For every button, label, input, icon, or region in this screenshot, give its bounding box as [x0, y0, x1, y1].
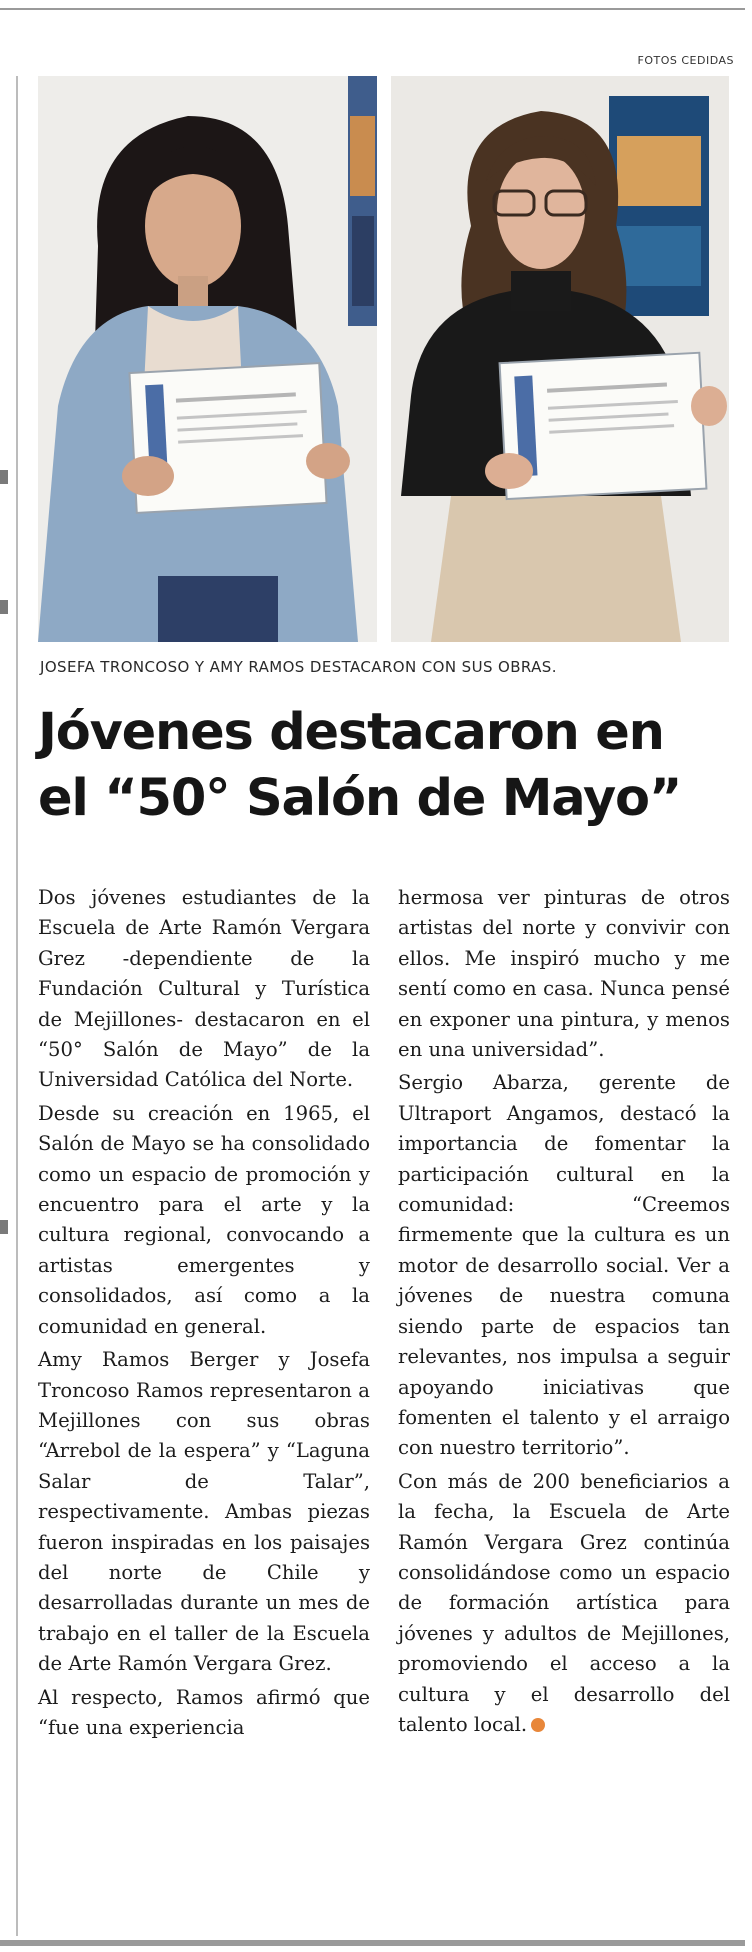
article-paragraph: Sergio Abarza, gerente de Ultraport Angamos, destacó la importancia de fomentar la participación cultural en la comunidad: “Creemos firmemente que la cultura es un motor de desarrollo social. Ver a jóvenes de nuestra comuna siendo parte de espacios tan relevantes, nos impulsa a seguir apoyando iniciativas que fomenten el talento y el arraigo con nuestro territorio”. — [398, 1071, 730, 1460]
left-edge-mark — [0, 1220, 8, 1234]
article-column-right — [398, 883, 730, 1743]
top-rule — [0, 8, 745, 10]
photo-illustration — [391, 76, 729, 642]
left-column-rule — [16, 76, 18, 1936]
headline — [38, 700, 738, 832]
article-paragraph: Al respecto, Ramos afirmó que “fue una experiencia — [38, 1685, 370, 1739]
final-paragraph-text: Con más de 200 beneficiarios a la fecha, la Escuela de Arte Ramón Vergara Grez continúa consolidándose como un espacio de formación artística para jóvenes y adultos de Mejillones, promoviendo el acceso a la cultura y el desarrollo del talento local. — [398, 1469, 730, 1736]
left-edge-mark — [0, 470, 8, 484]
headline-line-1: Jóvenes destacaron en — [38, 703, 664, 762]
article-paragraph: Amy Ramos Berger y Josefa Troncoso Ramos representaron a Mejillones con sus obras “Arrebol de la espera” y “Laguna Salar de Talar”, respectivamente. Ambas piezas fueron inspiradas en los paisajes del norte de Chile y desarrolladas durante un mes de trabajo en el taller de la Escuela de Arte Ramón Vergara Grez. — [38, 1348, 370, 1676]
bottom-rule — [0, 1940, 745, 1946]
article-paragraph-final — [398, 1467, 730, 1741]
photo-credit: FOTOS CEDIDAS — [637, 54, 734, 67]
end-mark-icon — [531, 1718, 545, 1732]
photo-amy-ramos — [391, 76, 729, 642]
photo-illustration — [38, 76, 377, 642]
left-edge-mark — [0, 600, 8, 614]
article-paragraph: Desde su creación en 1965, el Salón de Mayo se ha consolidado como un espacio de promoción y encuentro para el arte y la cultura regional, convocando a artistas emergentes y consolidados, así como a la comunidad en general. — [38, 1101, 370, 1338]
headline-line-2: el “50° Salón de Mayo” — [38, 769, 682, 828]
article-paragraph: Dos jóvenes estudiantes de la Escuela de Arte Ramón Vergara Grez -dependiente de la Fundación Cultural y Turística de Mejillones- destacaron en el “50° Salón de Mayo” de la Universidad Católica del Norte. — [38, 886, 370, 1092]
photo-josefa-troncoso — [38, 76, 377, 642]
article-paragraph: hermosa ver pinturas de otros artistas del norte y convivir con ellos. Me inspiró mucho y me sentí como en casa. Nunca pensé en exponer una pintura, y menos en una universidad”. — [398, 886, 730, 1062]
photo-caption: JOSEFA TRONCOSO Y AMY RAMOS DESTACARON CON SUS OBRAS. — [40, 658, 557, 676]
article-column-left — [38, 883, 370, 1746]
